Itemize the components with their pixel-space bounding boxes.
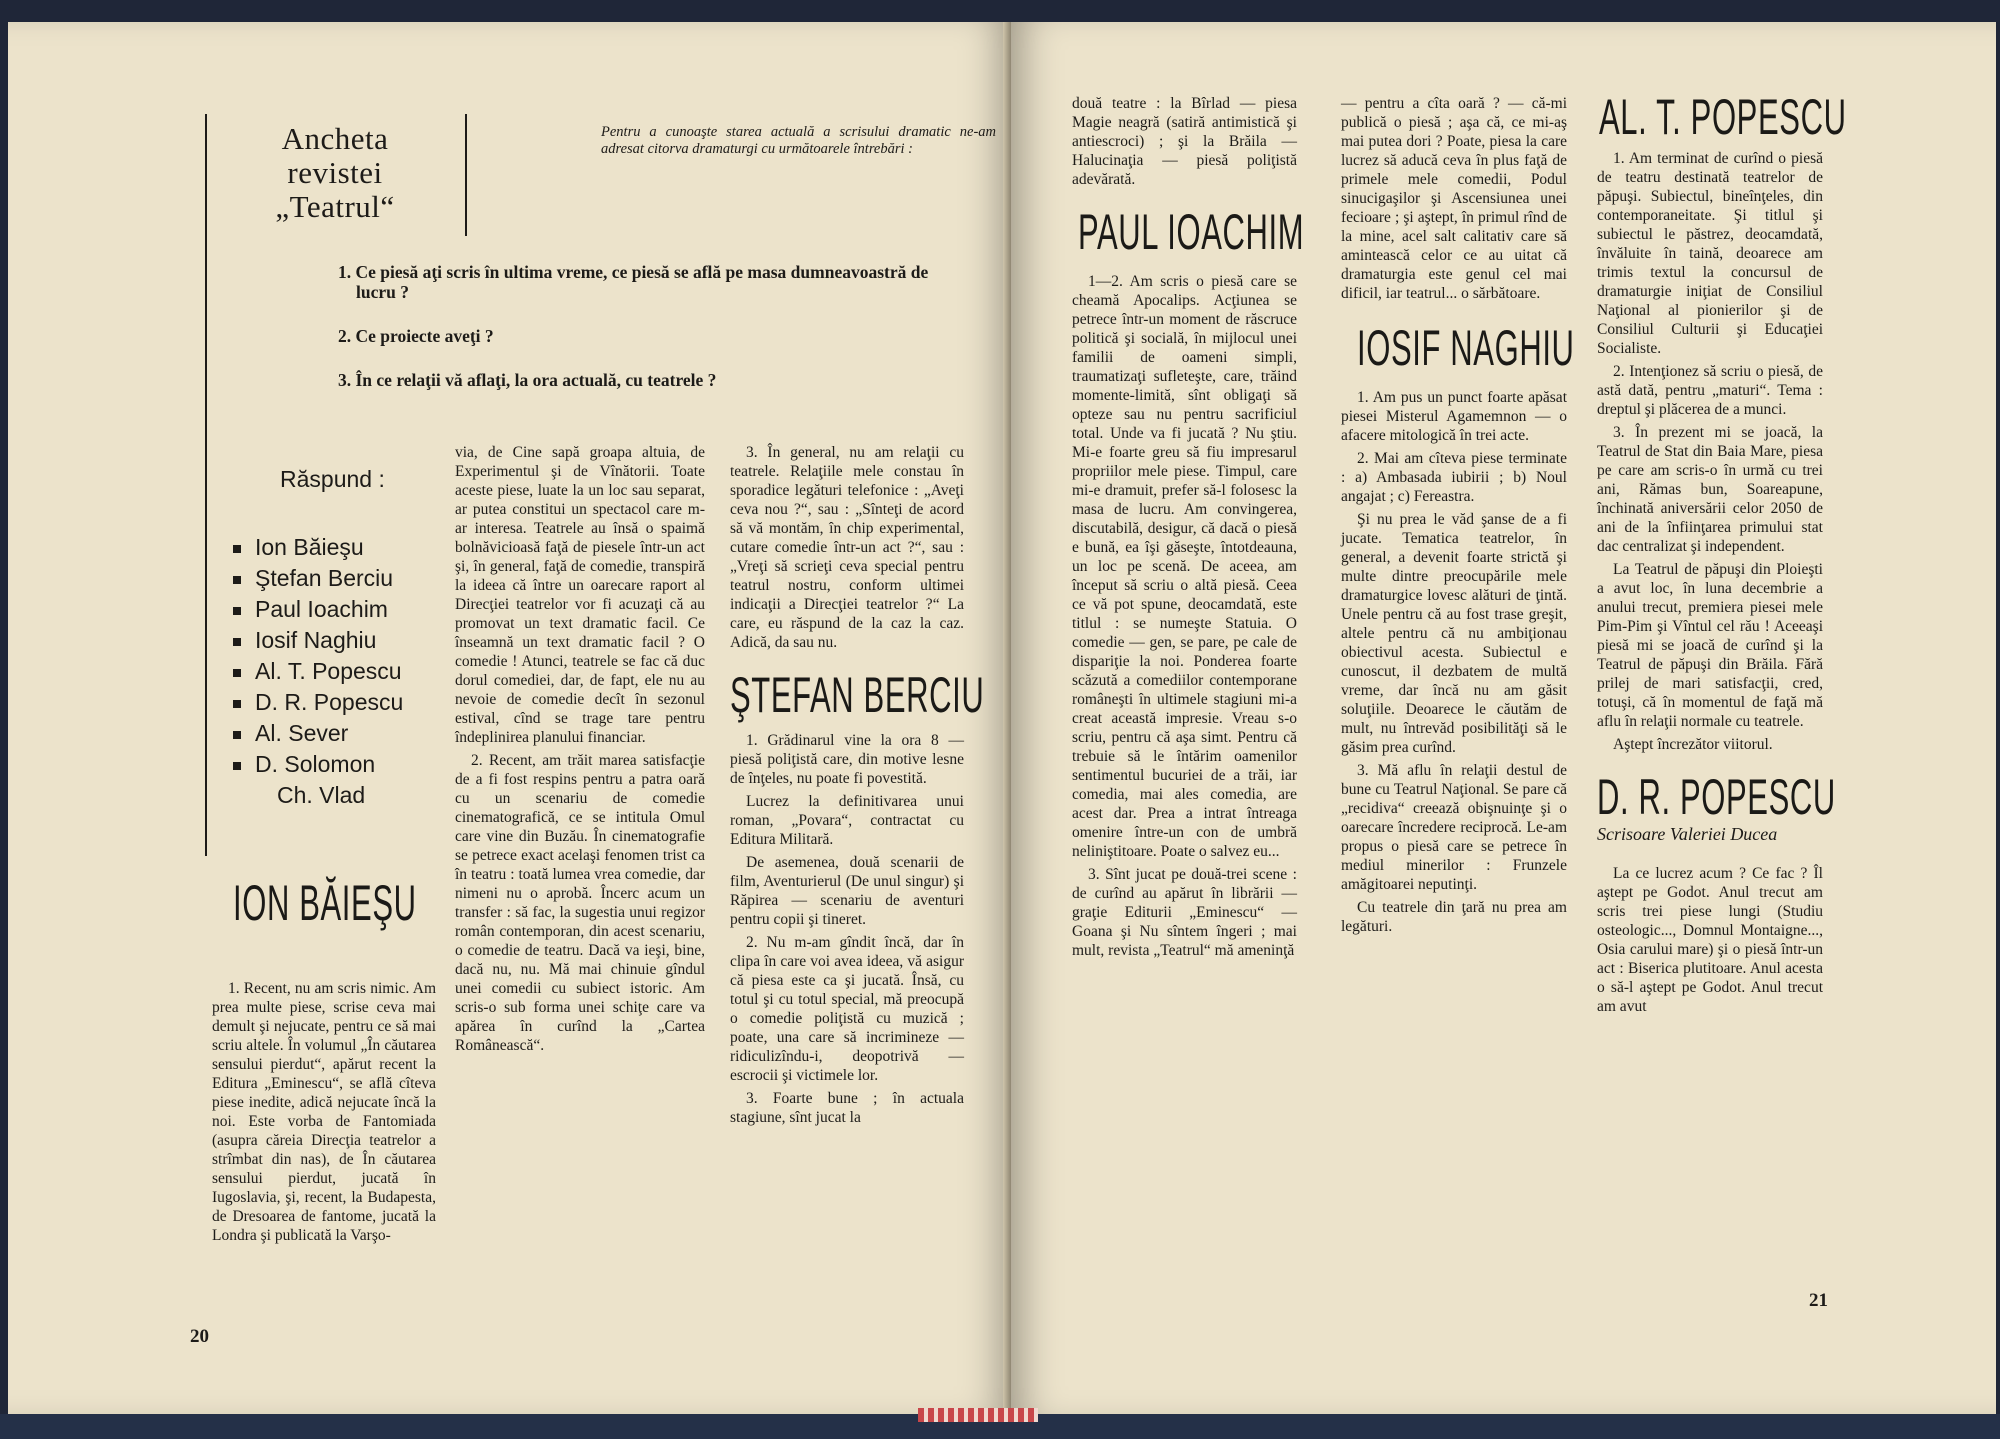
question-3: 3. În ce relaţii vă aflaţi, la ora actuală, cu teatrele ? xyxy=(338,370,717,390)
survey-title-line: revistei xyxy=(287,155,383,190)
survey-title-line: „Teatrul“ xyxy=(275,189,395,224)
respondent-item xyxy=(233,532,403,563)
respondent-item xyxy=(233,718,403,749)
right-column-2 xyxy=(1341,94,1575,940)
paragraph: La Teatrul de păpuşi din Ploieşti a avut loc, în luna decembrie a anului trecut, premiera piesei mele Pim-Pim şi Vîntul cel rău ! Aceeaşi piesă mi se joacă de curînd şi la Teatrul de păpuşi din Brăila. Fără prilej de mari satisfacţii, cred, totuşi, că în momentul de faţă mă aflu în relaţii normale cu teatrele. xyxy=(1597,561,1823,730)
paragraph: 2. Intenţionez să scriu o piesă, de astă dată, pentru „maturi“. Tema : dreptul şi plăcerea de a munci. xyxy=(1597,363,1823,418)
paragraph: 1. Recent, nu am scris nimic. Am prea multe piese, scrise ceva mai demult şi nejucate, pentru ce să mai scriu altele. În volumul „În căutarea sensului pierdut“, apărut recent la Editura „Eminescu“, se află cîteva piese inedite, adică nejucate încă la noi. Este vorba de Fantomiada (asupra căreia Direcţia teatrelor a strîmbat din nas), de În căutarea sensului pierdut, jucată în Iugoslavia, şi, recent, la Budapesta, de Dresoarea de fantome, jucată la Londra şi publicată la Varşo- xyxy=(212,980,436,1244)
respondent-item xyxy=(233,594,403,625)
bullet-icon xyxy=(233,607,241,615)
survey-intro: Pentru a cunoaşte starea actuală a scrisului dramatic ne-am adresat citorva dramaturgi cu următoarele întrebări : xyxy=(601,124,996,157)
paragraph: De asemenea, două scenarii de film, Aventurierul (De unul singur) şi Răpirea — scenariu de aventuri pentru copii şi tineret. xyxy=(730,854,964,928)
respondent-name: Paul Ioachim xyxy=(255,596,388,622)
respondent-name: Ion Băieşu xyxy=(255,534,364,560)
left-page xyxy=(8,22,1011,1414)
bullet-icon xyxy=(233,762,241,770)
heading-d-r-popescu: D. R. POPESCU xyxy=(1597,769,1836,825)
respondent-name: Ştefan Berciu xyxy=(255,565,394,591)
page-number-left: 20 xyxy=(190,1326,209,1347)
paragraph: 3. În general, nu am relaţii cu teatrele. Relaţiile mele constau în sporadice legături telefonice : „Aveţi ceva nou ?“, sau : „Sînteţi de acord să vă montăm, în chip experimental, cutare comedie într-un act ?“, sau : „Vreţi să scrieţi ceva special pentru teatrul nostru, conform ultimei indicaţii a Direcţiei teatrelor ?“ La care, eu răspund de la caz la caz. Adică, da sau nu. xyxy=(730,444,964,651)
heading-iosif-naghiu: IOSIF NAGHIU xyxy=(1357,320,1575,376)
column-1 xyxy=(212,979,436,1249)
heading-paul-ioachim: PAUL IOACHIM xyxy=(1078,204,1305,260)
paragraph: 1. Grădinarul vine la ora 8 — piesă poliţistă care, din motive lesne de înţeles, nu poate fi povestită. xyxy=(730,732,964,787)
bullet-icon xyxy=(233,731,241,739)
paragraph: 2. Nu m-am gîndit încă, dar în clipa în care voi avea ideea, vă asigur că piesa este ca şi jucată. Însă, cu totul şi cu totul special, mă preocupă o comedie poliţistă cu muzică ; poate, una care să incrimineze — ridiculizîndu-i, deopotrivă — escrocii şi victimele lor. xyxy=(730,934,964,1084)
bullet-icon xyxy=(233,638,241,646)
respondent-item xyxy=(233,749,403,780)
respondent-name: Al. Sever xyxy=(255,720,349,746)
paragraph: Cu teatrele din ţară nu prea am legături. xyxy=(1341,899,1567,935)
respondent-item xyxy=(233,563,403,594)
bullet-icon xyxy=(233,545,241,553)
paragraph: 3. Foarte bune ; în actuala stagiune, sînt jucat la xyxy=(730,1090,964,1126)
respondent-item xyxy=(233,780,403,811)
questions-block xyxy=(338,262,968,390)
paragraph: 2. Mai am cîteva piese terminate : a) Ambasada iubirii ; b) Noul angajat ; c) Fereastra. xyxy=(1341,450,1567,505)
respondent-item xyxy=(233,625,403,656)
paragraph: — pentru a cîta oară ? — că-mi publică o piesă ; aşa că, ce mi-aş mai putea dori ? Poate, piesa la care lucrez să aducă ceva în plus faţă de primele mele comedii, Podul sinucigaşilor şi Ascensiunea unei fecioare ; şi aştept, în primul rînd de la mine, acel salt calitativ care să amintească celor ce au uitat că dramaturgia este genul cel mai dificil, iar teatrul... o sărbătoare. xyxy=(1341,95,1567,302)
paragraph: 2. Recent, am trăit marea satisfacţie de a fi fost respins pentru a patra oară cu un scenariu de comedie cinematografică, ce se intitula Omul care vine din Buzău. În cinematografie se petrece exact acelaşi fenomen trist ca în teatru : toată lumea vrea comedie, dar nimeni nu o aprobă. Încerc acum un transfer : să fac, la sugestia unui regizor român contemporan, din acest scenariu, o comedie de teatru. Dacă va ieşi, bine, dacă nu, nu. Mă mai chinuie gîndul unei comedii cu subiect istoric. Am scris-o sub forma unei schiţe care va apărea în curînd la „Cartea Românească“. xyxy=(455,752,705,1054)
paragraph: 3. Mă aflu în relaţii destul de bune cu Teatrul Naţional. Se pare că „recidiva“ creează obişnuinţe şi o oarecare încredere reciprocă. Le-am propus o piesă care se petrece în mediul minerilor : Frunzele amăgitoarei neputinţi. xyxy=(1341,762,1567,893)
paragraph: 1. Am terminat de curînd o piesă de teatru destinată teatrelor de păpuşi. Subiectul, bineînţeles, din contemporaneitate. Şi titlul şi subiectul le păstrez, deocamdată, învăluite în taină, deoarece am trimis textul la concursul de dramaturgie iniţiat de Consiliul Naţional al pionierilor şi de Consiliul Culturii şi Educaţiei Socialiste. xyxy=(1597,150,1823,357)
right-column-1 xyxy=(1072,94,1305,964)
paragraph: Lucrez la definitivarea unui roman, „Povara“, contractat cu Editura Militară. xyxy=(730,793,964,848)
question-1: 1. Ce piesă aţi scris în ultima vreme, ce piesă se află pe masa dumneavoastră de lucru ? xyxy=(338,262,929,302)
respondents-list xyxy=(233,532,403,811)
bullet-icon xyxy=(233,576,241,584)
title-vertical-rule xyxy=(465,114,467,236)
respondent-item xyxy=(233,656,403,687)
respondent-name: Ch. Vlad xyxy=(277,782,366,808)
paragraph: 1. Am pus un punct foarte apăsat piesei Misterul Agamemnon — o afacere mitologică în trei acte. xyxy=(1341,389,1567,444)
paragraph: 3. În prezent mi se joacă, la Teatrul de Stat din Baia Mare, piesa pe care am scris-o în urmă cu trei ani, Rămas bun, Soareapune, închinată aniversării celor 2050 de ani de la înfiinţarea primului stat dac centralizat şi independent. xyxy=(1597,424,1823,555)
question-2: 2. Ce proiecte aveţi ? xyxy=(338,326,494,346)
paragraph: Şi nu prea le văd şanse de a fi jucate. Tematica teatrelor, în general, a devenit foarte strictă şi multe dintre preocupările mele dramaturgice lovesc alături de ţintă. Unele pentru că au fost trase greşit, altele pentru că nu ambiţionau obiectivul acesta. Subiectul e cunoscut, il dezbatem de multă vreme, dar încă nu am găsit soluţiile. Deoarece le căutăm de mult, nu întrevăd posibilităţi să le găsim prea curînd. xyxy=(1341,511,1567,756)
paragraph: două teatre : la Bîrlad — piesa Magie neagră (satiră antimistică şi antiescroci) ; şi la Brăila — Halucinaţia — piesă poliţistă adevărată. xyxy=(1072,95,1297,188)
bookmark-ribbon xyxy=(918,1408,1038,1422)
column-2 xyxy=(455,443,705,1059)
respondent-item xyxy=(233,687,403,718)
bullet-icon xyxy=(233,669,241,677)
letter-subtitle: Scrisoare Valeriei Ducea xyxy=(1597,824,1778,844)
survey-title-line: Ancheta xyxy=(281,121,389,156)
paragraph: 1—2. Am scris o piesă care se cheamă Apocalips. Acţiunea se petrece într-un moment de răscruce politică şi socială, în mijlocul unei familii de oameni simpli, traumatizaţi sufleteşte, care, trăind momente-limită, sînt obligaţi să opteze sau nu pentru sacrificiul total. Unde va fi jucată ? Nu ştiu. Mi-e foarte greu să fiu impresarul propriilor mele piese. Timpul, care mi-e dramuit, prefer să-l folosesc la masa de lucru. Am convingerea, discutabilă, desigur, că dacă o piesă e bună, ea îşi găseşte, întotdeauna, un loc pe scenă. De aceea, am început să scriu o altă piesă. Ceea ce vă pot spune, deocamdată, este titlul : se numeşte Statuia. O comedie — gen, se pare, pe cale de dispariţie la noi. Ponderea foarte scăzută a comediilor contemporane româneşti în ultimele stagiuni mi-a creat această impresie. Vreau s-o scriu, pentru că aşa simt. Pentru că trebuie să le întărim oamenilor sentimentul bucuriei de a trăi, iar comedia, mai ales comedia, are acest dar. Prea a intrat întreaga omenire între-un con de umbră neliniştitoare. Poate o salvez eu... xyxy=(1072,273,1297,860)
paragraph: La ce lucrez acum ? Ce fac ? Îl aştept pe Godot. Anul trecut am scris trei piese lungi (Studiu osteologic..., Domnul Montaigne..., Osia carului mare) şi o piesă într-un act : Biserica plutitoare. Anul acesta o să-l aştept pe Godot. Anul trecut am avut xyxy=(1597,865,1823,1015)
respondent-name: D. Solomon xyxy=(255,751,376,777)
right-page xyxy=(1011,22,1996,1414)
respondents-label: Răspund : xyxy=(280,466,385,492)
right-column-3 xyxy=(1597,89,1847,1020)
left-vertical-rule xyxy=(205,114,207,856)
heading-ion-baiesu: ION BĂIEŞU xyxy=(233,875,417,931)
respondent-name: Al. T. Popescu xyxy=(255,658,402,684)
paragraph: via, de Cine sapă groapa altuia, de Experimentul şi de Vînătorii. Toate aceste piese, luate la un loc sau separat, ar putea constitui un spectacol care m-ar interesa. Teatrele au însă o spaimă bolnăvicioasă faţă de piesele într-un act şi, în general, faţă de comedie, transpiră la ideea că între un oarecare raport al Direcţiei teatrelor vor fi acuzaţi că au promovat un text dramatic facil. Ce înseamnă un text dramatic facil ? O comedie ! Atunci, teatrele se fac că duc dorul comediei, dar, de fapt, ele nu au nevoie de comedie decît în sezonul estival, cînd se trage tare pentru îndeplinirea planului financiar. xyxy=(455,444,705,746)
respondent-name: Iosif Naghiu xyxy=(255,627,377,653)
heading-al-t-popescu: AL. T. POPESCU xyxy=(1599,89,1847,145)
column-3 xyxy=(730,443,985,1131)
bullet-icon xyxy=(233,700,241,708)
paragraph: Aştept încrezător viitorul. xyxy=(1613,736,1773,753)
page-number-right: 21 xyxy=(1809,1290,1828,1311)
heading-stefan-berciu: ŞTEFAN BERCIU xyxy=(730,667,985,723)
respondent-name: D. R. Popescu xyxy=(255,689,404,715)
survey-title xyxy=(240,122,430,224)
paragraph: 3. Sînt jucat pe două-trei scene : de curînd au apărut în librării — graţie Editurii „Eminescu“ — Goana şi Nu sîntem îngeri ; mai mult, revista „Teatrul“ mă ameninţă xyxy=(1072,866,1297,959)
